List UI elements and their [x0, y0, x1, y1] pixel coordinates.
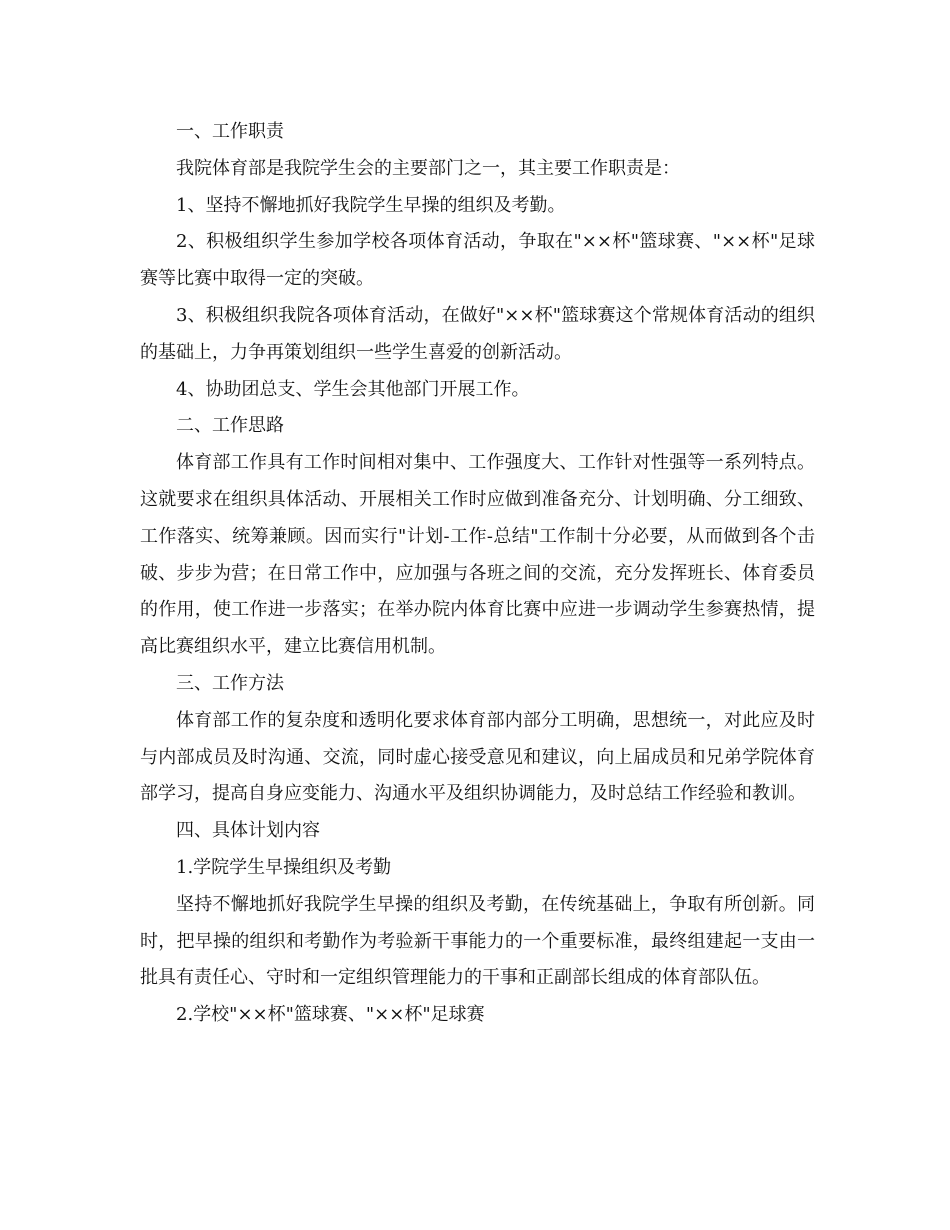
paragraph-intro: 我院体育部是我院学生会的主要部门之一，其主要工作职责是： [176, 157, 680, 179]
list-item-4: 4、协助团总支、学生会其他部门开展工作。 [176, 378, 530, 400]
paragraph-methods: 体育部工作的复杂度和透明化要求体育部内部分工明确，思想统一，对此应及时与内部成员及时沟通、交流，同时虚心接受意见和建议，向上届成员和兄弟学院体育部学习，提高自身应变能力、沟通水平及组织协调能力，及时总结工作经验和教训。 [140, 709, 815, 805]
subheading-morning-exercise: 1.学院学生早操组织及考勤 [176, 856, 392, 878]
subheading-cup-games: 2.学校"××杯"篮球赛、"××杯"足球赛 [176, 1004, 485, 1026]
section-heading-plan: 四、具体计划内容 [176, 820, 320, 842]
section-heading-duties: 一、工作职责 [176, 121, 284, 142]
paragraph-approach: 体育部工作具有工作时间相对集中、工作强度大、工作针对性强等一系列特点。这就要求在组织具体活动、开展相关工作时应做到准备充分、计划明确、分工细致、工作落实、统筹兼顾。因而实行"计划-工作-总结"工作制十分必要，从而做到各个击破、步步为营；在日常工作中，应加强与各班之间的交流，充分发挥班长、体育委员的作用，使工作进一步落实；在举办院内体育比赛中应进一步调动学生参赛热情，提高比赛组织水平，建立比赛信用机制。 [140, 452, 815, 658]
list-item-1: 1、坚持不懈地抓好我院学生早操的组织及考勤。 [176, 194, 566, 216]
list-item-2: 2、积极组织学生参加学校各项体育活动，争取在"××杯"篮球赛、"××杯"足球赛等比赛中取得一定的突破。 [140, 231, 815, 290]
section-heading-approach: 二、工作思路 [176, 415, 284, 437]
paragraph-morning-exercise: 坚持不懈地抓好我院学生早操的组织及考勤，在传统基础上，争取有所创新。同时，把早操的组织和考勤作为考验新干事能力的一个重要标准，最终组建起一支由一批具有责任心、守时和一定组织管理能力的干事和正副部长组成的体育部队伍。 [140, 893, 815, 989]
document-body [140, 114, 815, 1034]
section-heading-methods: 三、工作方法 [176, 672, 284, 694]
list-item-3: 3、积极组织我院各项体育活动，在做好"××杯"篮球赛这个常规体育活动的组织的基础上，力争再策划组织一些学生喜爱的创新活动。 [140, 304, 815, 363]
